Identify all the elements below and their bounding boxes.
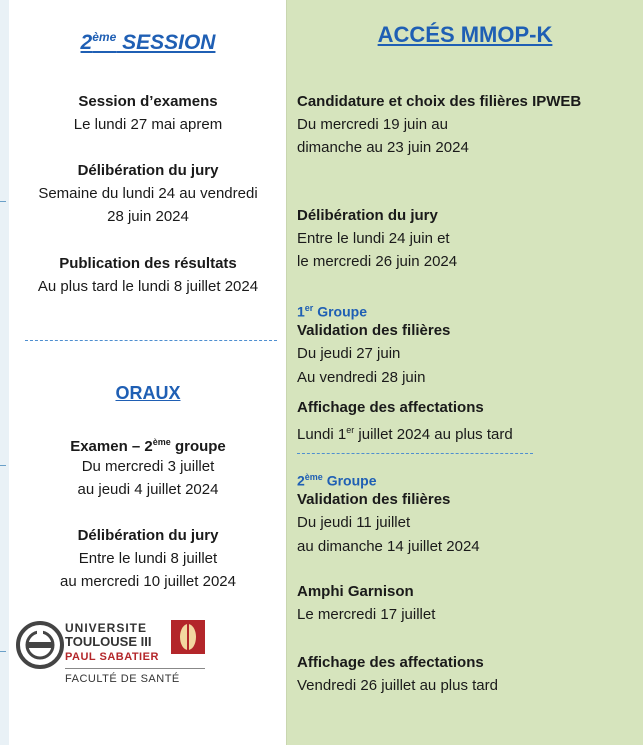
second-session-title: 2ème SESSION <box>80 30 216 54</box>
group-1-assignment-date: Lundi 1er juillet 2024 au plus tard <box>297 425 513 443</box>
logo-line-universite: UNIVERSITE <box>65 621 148 635</box>
application-heading: Candidature et choix des filières IPWEB <box>297 93 582 110</box>
application-line2: dimanche au 23 juin 2024 <box>297 139 469 156</box>
group-2-assignment-heading: Affichage des affectations <box>297 654 484 671</box>
crest-icon <box>171 620 205 654</box>
oraux-title: ORAUX <box>115 383 181 403</box>
jury-deliberation-line1: Semaine du lundi 24 au vendredi <box>38 185 258 202</box>
logo-line-paul-sabatier: PAUL SABATIER <box>65 651 159 663</box>
group-2-label: 2ème Groupe <box>297 472 377 489</box>
exam-session-heading: Session d’examens <box>78 93 218 110</box>
amphi-garnison-date: Le mercredi 17 juillet <box>297 606 436 623</box>
mmop-k-title: ACCÉS MMOP-K <box>377 22 553 47</box>
jury-deliberation-line1: Entre le lundi 24 juin et <box>297 230 450 247</box>
university-logo <box>9 618 209 694</box>
jury-deliberation-line2: le mercredi 26 juin 2024 <box>297 253 458 270</box>
margin-tick <box>0 465 6 466</box>
group-1-validation-heading: Validation des filières <box>297 322 451 339</box>
dashed-divider <box>25 340 277 341</box>
mmop-k-access-panel <box>287 0 643 745</box>
left-edge-strip <box>0 0 9 745</box>
logo-line-faculte: FACULTÉ DE SANTÉ <box>65 673 180 685</box>
jury-deliberation-heading: Délibération du jury <box>77 162 219 179</box>
group-2-assignment-date: Vendredi 26 juillet au plus tard <box>297 677 498 694</box>
margin-tick <box>0 201 6 202</box>
results-publication-date: Au plus tard le lundi 8 juillet 2024 <box>37 278 259 295</box>
oral-exam-line1: Du mercredi 3 juillet <box>81 458 215 475</box>
logo-rule <box>65 668 205 669</box>
jury-deliberation-line2: 28 juin 2024 <box>107 208 189 225</box>
oral-exam-line2: au jeudi 4 juillet 2024 <box>77 481 219 498</box>
application-line1: Du mercredi 19 juin au <box>297 116 448 133</box>
dashed-divider <box>297 453 533 454</box>
oral-exam-heading: Examen – 2ème groupe <box>70 437 226 455</box>
oral-deliberation-line1: Entre le lundi 8 juillet <box>78 550 218 567</box>
university-emblem-icon <box>15 620 65 670</box>
oral-deliberation-line2: au mercredi 10 juillet 2024 <box>60 573 236 590</box>
margin-tick <box>0 651 6 652</box>
exam-session-date: Le lundi 27 mai aprem <box>73 116 223 133</box>
results-publication-heading: Publication des résultats <box>59 255 237 272</box>
amphi-garnison-heading: Amphi Garnison <box>297 583 414 600</box>
group-2-validation-line2: au dimanche 14 juillet 2024 <box>297 538 480 555</box>
group-1-validation-line2: Au vendredi 28 juin <box>297 369 426 386</box>
group-1-label: 1er Groupe <box>297 303 367 320</box>
group-1-assignment-heading: Affichage des affectations <box>297 399 484 416</box>
group-2-validation-line1: Du jeudi 11 juillet <box>297 514 411 531</box>
group-1-validation-line1: Du jeudi 27 juin <box>297 345 401 362</box>
logo-line-toulouse: TOULOUSE III <box>65 634 152 649</box>
group-2-validation-heading: Validation des filières <box>297 491 451 508</box>
jury-deliberation-heading: Délibération du jury <box>297 207 438 224</box>
oral-deliberation-heading: Délibération du jury <box>77 527 219 544</box>
